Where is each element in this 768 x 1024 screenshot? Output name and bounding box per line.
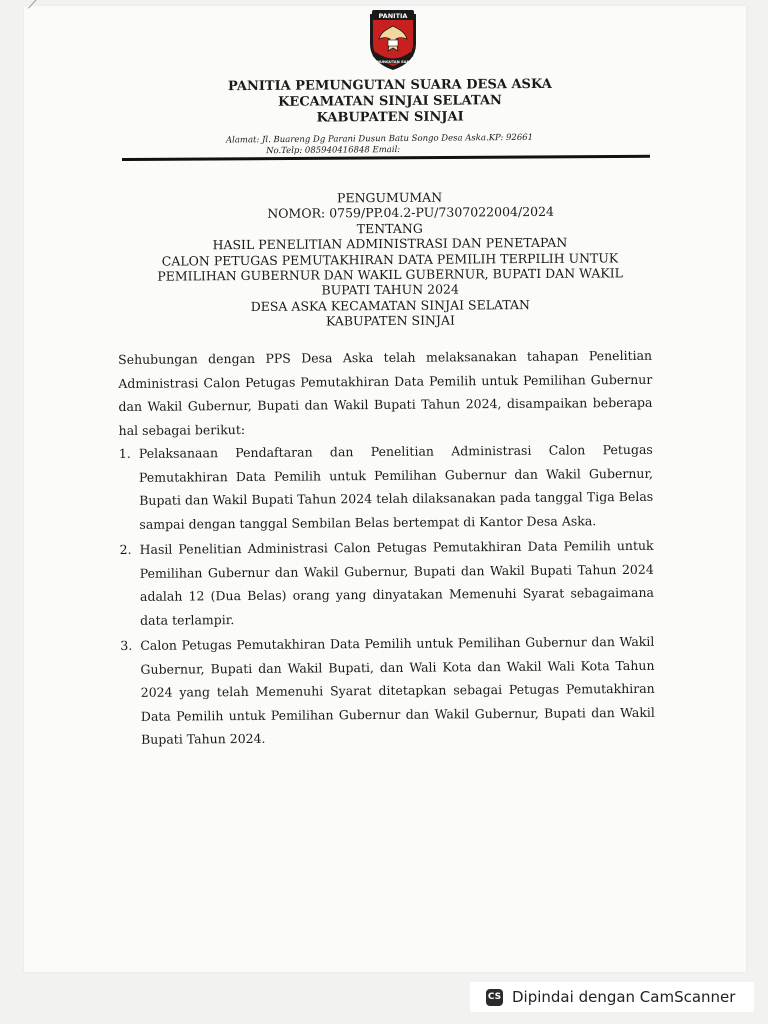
list-item xyxy=(119,438,654,536)
intro-paragraph: Sehubungan dengan PPS Desa Aska telah melaksanakan tahapan Penelitian Administrasi Calon Petugas Pemutakhiran Data Pemilih untuk Pemilihan Gubernur dan Wakil Gubernur, Bupati dan Wakil Bupati Tahun 2024, disampaikan beberapa hal sebagai berikut: xyxy=(118,347,653,438)
list-text: Pelaksanaan Pendaftaran dan Penelitian Administrasi Calon Petugas Pemutakhiran Data Pemilih untuk Pemilihan Gubernur dan Wakil Gubernur, Bupati dan Wakil Bupati Tahun 2024 telah dilaksanakan pada tanggal Tiga Belas sampai dengan tanggal Sembilan Belas bertempat di Kantor Desa Aska. xyxy=(138,441,654,532)
list-item xyxy=(119,534,654,632)
subject-line: HASIL PENELITIAN ADMINISTRASI DAN PENETAPAN xyxy=(212,234,568,253)
subject-line: CALON PETUGAS PEMUTAKHIRAN DATA PEMILIH TERPILIH UNTUK xyxy=(161,250,619,269)
announcement-title: PENGUMUMAN xyxy=(336,189,443,206)
subject-line: DESA ASKA KECAMATAN SINJAI SELATAN xyxy=(250,296,530,314)
point-list xyxy=(119,438,655,752)
camscanner-label: Dipindai dengan CamScanner xyxy=(512,988,736,1006)
announcement-heading xyxy=(120,188,661,330)
svg-text:PEMUNGUTAN SUARA: PEMUNGUTAN SUARA xyxy=(371,60,415,64)
svg-text:PANITIA: PANITIA xyxy=(378,12,408,20)
list-number: 2. xyxy=(119,541,132,557)
subject-line: KABUPATEN SINJAI xyxy=(325,312,455,329)
announcement-number: NOMOR: 0759/PP.04.2-PU/7307022004/2024 xyxy=(267,204,555,222)
letterhead xyxy=(200,77,580,128)
camscanner-watermark xyxy=(470,982,754,1012)
announcement-about: TENTANG xyxy=(356,220,423,237)
letterhead-org-name: PANITIA PEMUNGUTAN SUARA DESA ASKA xyxy=(227,76,552,95)
letterhead-contact xyxy=(226,133,566,158)
subject-line: BUPATI TAHUN 2024 xyxy=(321,281,459,298)
announcement-body xyxy=(118,344,655,754)
list-text: Hasil Penelitian Administrasi Calon Petugas Pemutakhiran Data Pemilih untuk Pemilihan Gubernur dan Wakil Gubernur, Bupati dan Wakil Bupati Tahun 2024 adalah 12 (Dua Belas) orang yang dinyatakan Memenuhi Syarat sebagaimana data terlampir. xyxy=(139,537,654,628)
list-number: 3. xyxy=(120,637,133,653)
list-text: Calon Petugas Pemutakhiran Data Pemilih untuk Pemilihan Gubernur dan Wakil Gubernur, Bupati dan Wakil Bupati, dan Wali Kota dan Wakil Wali Kota Tahun 2024 yang telah Memenuhi Syarat ditetapkan sebagai Petugas Pemutakhiran Data Pemilih untuk Pemilihan Gubernur dan Wakil Gubernur, Bupati dan Wakil Bupati Tahun 2024. xyxy=(140,633,655,747)
list-number: 1. xyxy=(118,445,131,461)
subject-line: PEMILIHAN GUBERNUR DAN WAKIL GUBERNUR, BUPATI DAN WAKIL xyxy=(157,265,623,284)
phone-email-line: No.Telp: 085940416848 Email: xyxy=(266,144,401,157)
camscanner-icon: CS xyxy=(486,989,503,1006)
list-item xyxy=(120,630,655,752)
kpu-logo xyxy=(364,6,422,72)
letterhead-district: KECAMATAN SINJAI SELATAN xyxy=(278,93,502,110)
address-line: Alamat: Jl. Buareng Dg Parani Dusun Batu Songo Desa Aska.KP: 92661 xyxy=(225,132,534,146)
letterhead-regency: KABUPATEN SINJAI xyxy=(316,109,464,126)
